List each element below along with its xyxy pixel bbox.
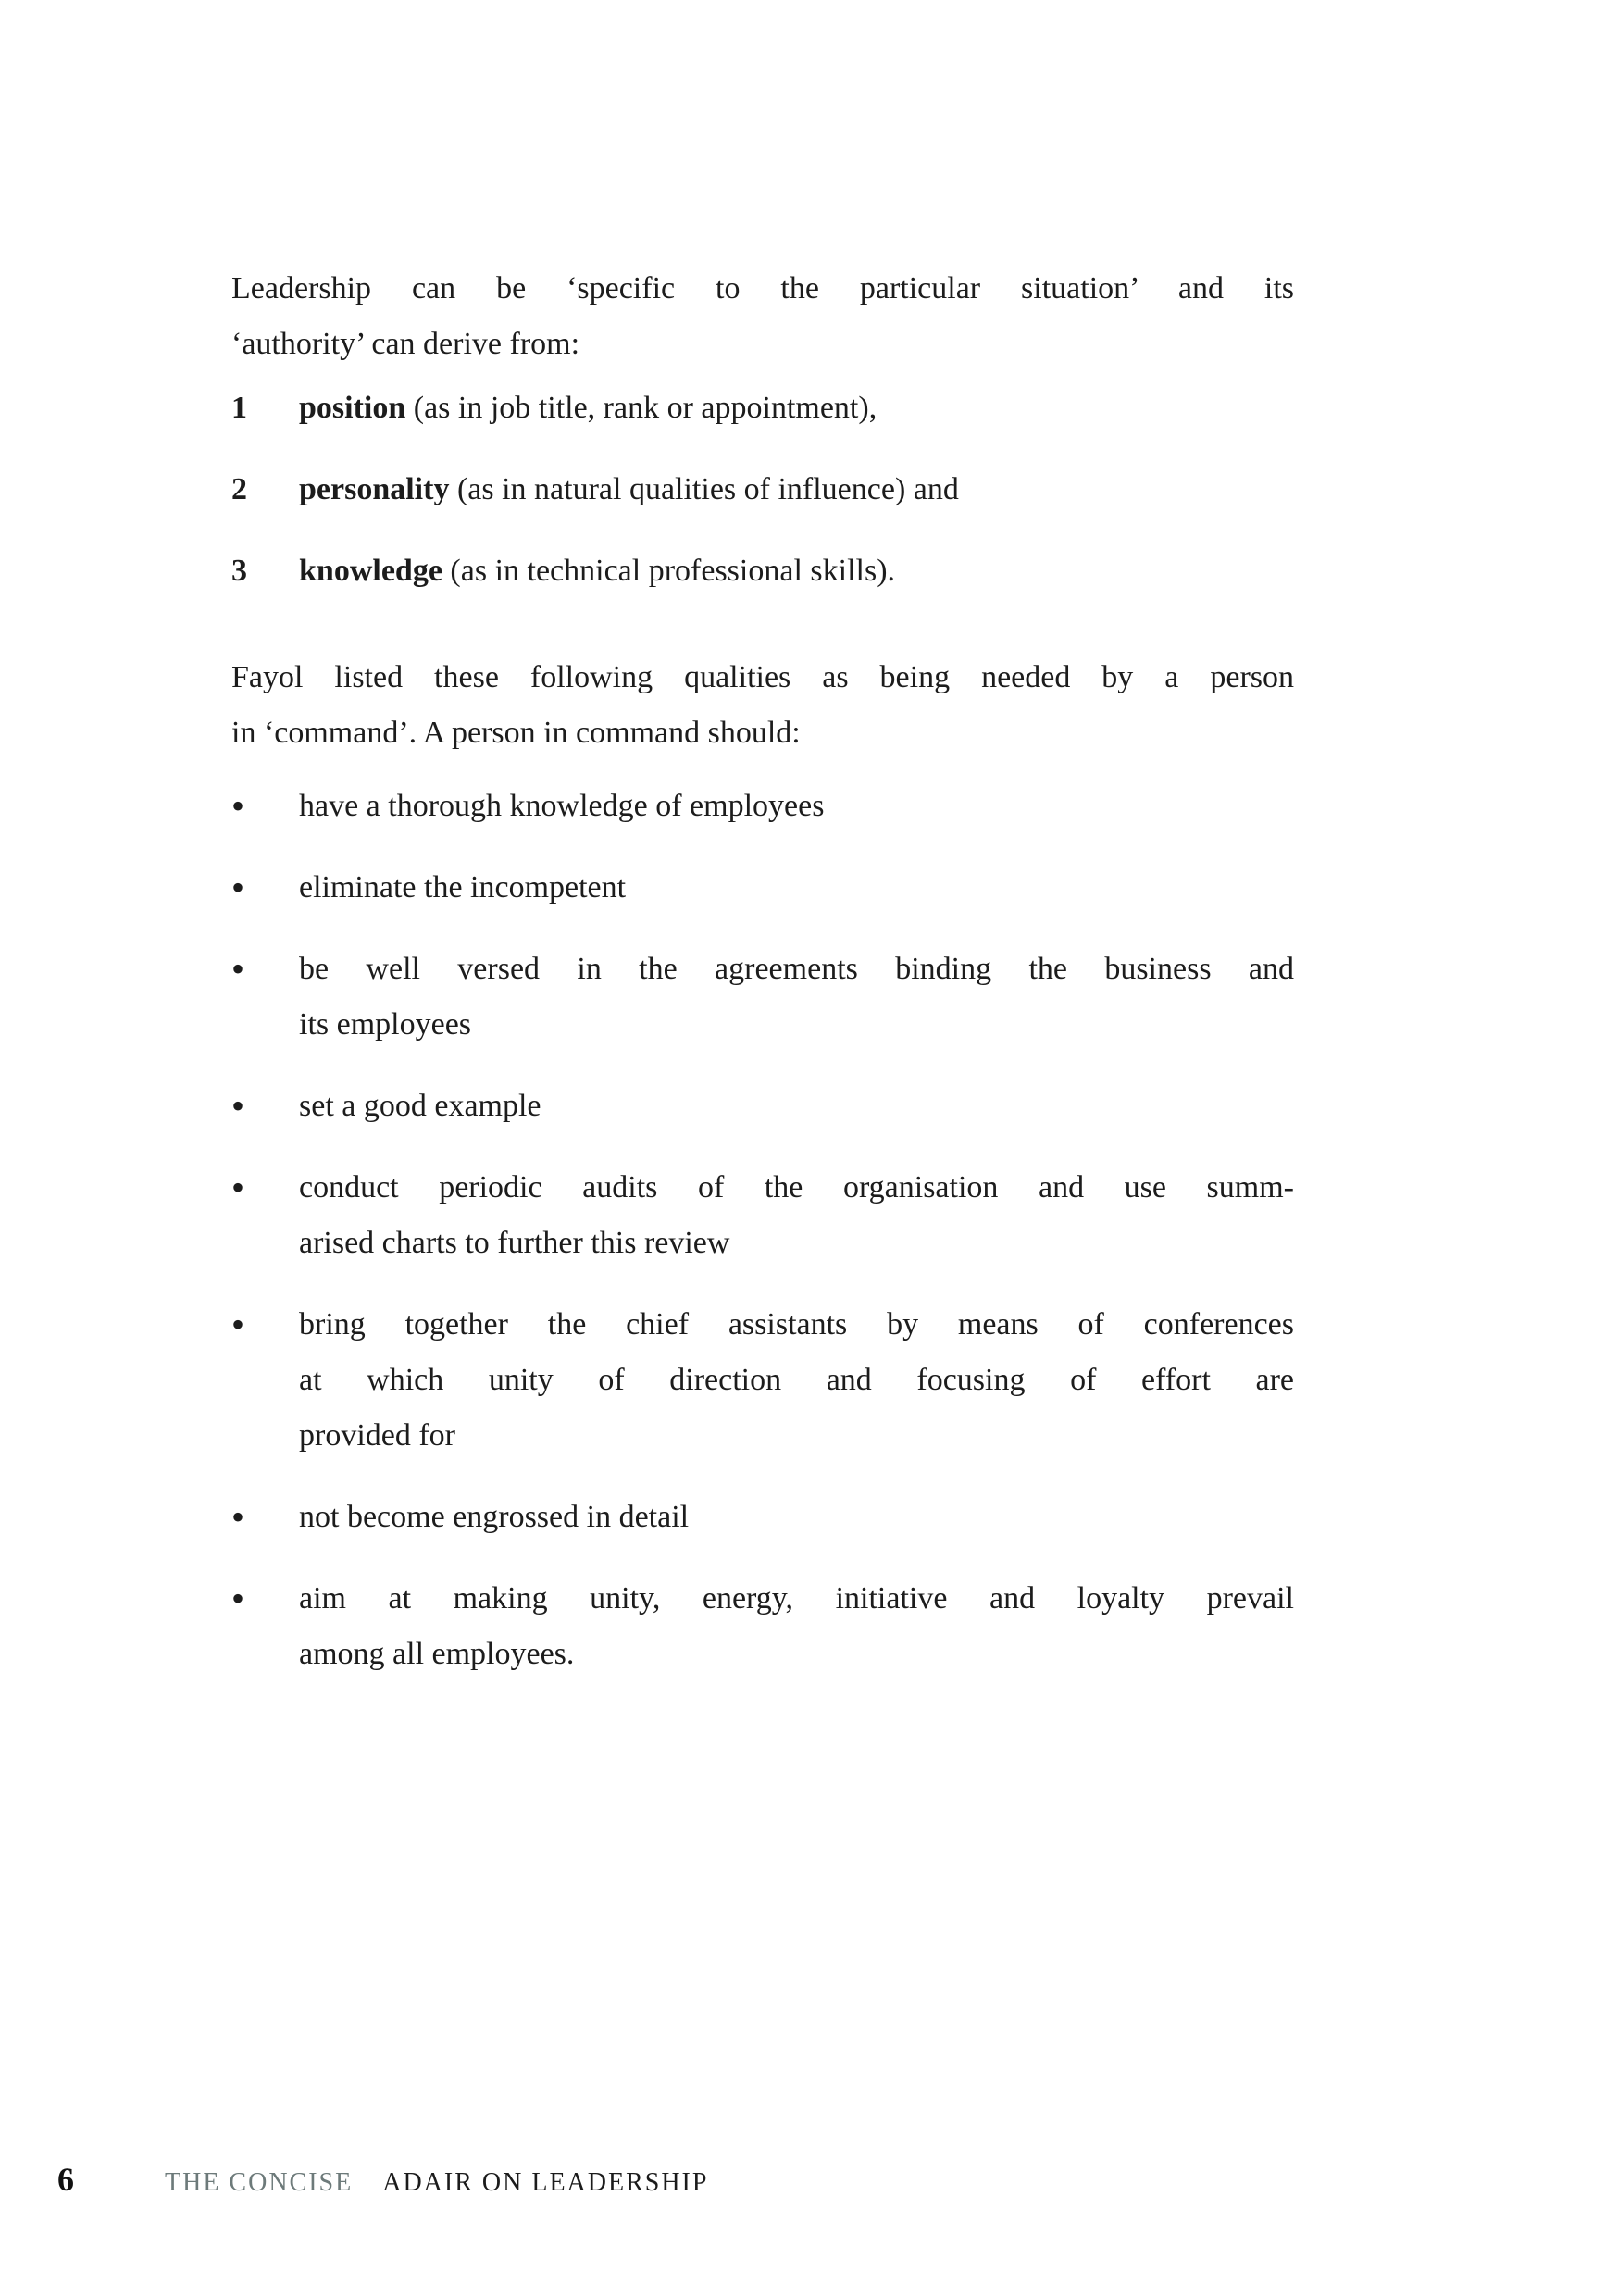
item-number: 2 <box>231 472 247 506</box>
item-text <box>299 942 1294 1053</box>
item-text <box>299 779 1294 834</box>
item-number: 3 <box>231 554 247 588</box>
item-text <box>299 1490 1294 1545</box>
item-line: its employees <box>299 1007 472 1042</box>
list-item <box>231 1571 1294 1682</box>
item-rest: (as in natural qualities of influence) and <box>449 472 959 506</box>
bullet-icon: • <box>231 785 245 827</box>
item-text <box>299 860 1294 916</box>
list-item <box>231 779 1294 834</box>
list-item <box>231 1490 1294 1545</box>
item-line: have a thorough knowledge of employees <box>299 789 825 823</box>
item-term: personality <box>299 472 450 506</box>
list-item <box>231 1297 1294 1464</box>
item-line: bring together the chief assistants by means of conferences <box>299 1307 1294 1341</box>
intro-paragraph <box>231 261 1294 372</box>
numbered-list <box>231 381 1294 599</box>
item-line: aim at making unity, energy, initiative and loyalty prevail <box>299 1581 1294 1616</box>
item-line: not become engrossed in detail <box>299 1500 690 1534</box>
item-line: provided for <box>299 1418 456 1453</box>
list-item <box>231 1160 1294 1271</box>
item-text <box>299 1571 1294 1682</box>
item-text <box>299 462 1294 518</box>
item-line: be well versed in the agreements binding the business and <box>299 952 1294 986</box>
paragraph-line: ‘authority’ can derive from: <box>231 327 580 361</box>
item-line: set a good example <box>299 1089 541 1123</box>
item-term: knowledge <box>299 554 442 588</box>
list-item <box>231 1079 1294 1134</box>
list-item <box>231 942 1294 1053</box>
bullet-icon: • <box>231 1085 245 1127</box>
list-item <box>231 860 1294 916</box>
item-rest: (as in job title, rank or appointment), <box>405 391 877 425</box>
bullet-icon: • <box>231 1578 245 1619</box>
item-text <box>299 381 1294 436</box>
page-footer <box>57 2152 708 2211</box>
numbered-item <box>231 381 1294 436</box>
paragraph-line: Fayol listed these following qualities as being needed by a person <box>231 660 1294 694</box>
bullet-list <box>231 779 1294 1682</box>
item-text <box>299 1079 1294 1134</box>
bullet-icon: • <box>231 1304 245 1345</box>
numbered-item <box>231 543 1294 599</box>
item-text <box>299 543 1294 599</box>
footer-book-title: ADAIR ON LEADERSHIP <box>382 2168 709 2197</box>
fayol-paragraph <box>231 650 1294 761</box>
paragraph-line: Leadership can be ‘specific to the particular situation’ and its <box>231 271 1294 306</box>
footer-series: THE CONCISE <box>165 2168 354 2197</box>
item-term: position <box>299 391 406 425</box>
bullet-icon: • <box>231 948 245 990</box>
page-number: 6 <box>57 2161 74 2198</box>
bullet-icon: • <box>231 1167 245 1208</box>
item-number: 1 <box>231 391 247 425</box>
bullet-icon: • <box>231 867 245 908</box>
item-line: arised charts to further this review <box>299 1226 730 1260</box>
item-line: eliminate the incompetent <box>299 870 627 905</box>
item-line: conduct periodic audits of the organisation and use summ- <box>299 1170 1294 1204</box>
numbered-item <box>231 462 1294 518</box>
bullet-icon: • <box>231 1496 245 1538</box>
item-line: at which unity of direction and focusing of effort are <box>299 1363 1294 1397</box>
item-text <box>299 1160 1294 1271</box>
item-rest: (as in technical professional skills). <box>442 554 896 588</box>
item-line: among all employees. <box>299 1637 575 1671</box>
paragraph-line: in ‘command’. A person in command should: <box>231 716 801 750</box>
item-text <box>299 1297 1294 1464</box>
page-content <box>231 261 1294 1682</box>
